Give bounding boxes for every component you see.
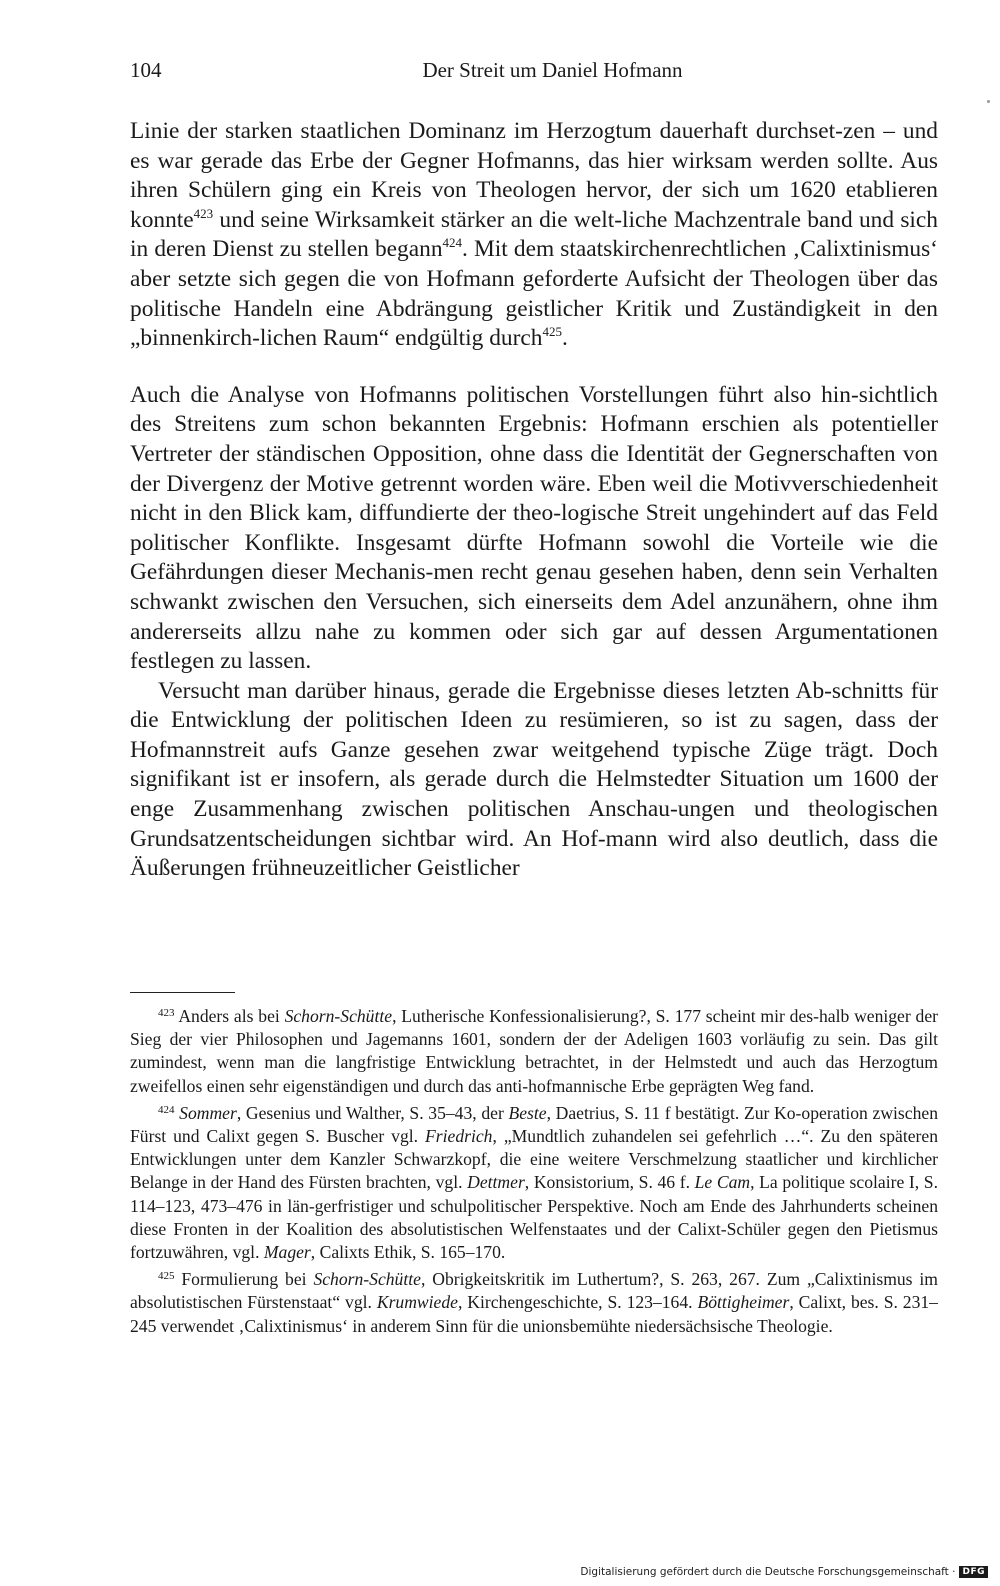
author-name: Mager (263, 1242, 311, 1263)
text-run: , Calixt, bes. S. 231–245 verwendet ‚Calixtinismus‘ in anderem Sinn für die unionsbemühte niedersächsische Theologie. (130, 1292, 938, 1336)
author-name: Krumwiede (376, 1292, 458, 1313)
footnote-424 (130, 1102, 938, 1264)
dfg-logo: DFG (959, 1566, 988, 1578)
page-header (130, 58, 935, 88)
footnote-rule (130, 992, 235, 993)
footnote-ref-424: 424 (442, 235, 463, 251)
footnote-number: 424 (158, 1103, 175, 1116)
author-name: Dettmer (467, 1172, 525, 1193)
paragraph-2: Auch die Analyse von Hofmanns politischen Vorstellungen führt also hin-sichtlich des Streitens zum schon bekannten Ergebnis: Hofmann erschien als potentieller Vertreter der ständischen Opposition, ohne dass die Identität der Gegnerschaften von der Divergenz der Motive getrennt worden wäre. Eben weil die Motivverschiedenheit nicht in den Blick kam, diffundierte der theo-logische Streit ungehindert auf das Feld politischer Konflikte. Insgesamt dürfte Hofmann sowohl die Vorteile wie die Gefährdungen dieser Mechanis-men recht genau gesehen haben, denn sein Verhalten schwankt zwischen den Versuchen, sich einerseits dem Adel anzunähern, ohne ihm andererseits allzu nahe zu kommen oder sich gar auf dessen Argumentationen festlegen zu lassen. (130, 381, 938, 675)
text-run: Linie der starken staatlichen Dominanz im Herzogtum dauerhaft durchset-zen – und es war gerade das Erbe der Gegner Hofmanns, das hier wirksam werden sollte. Aus ihren Schülern ging ein Kreis von Theologen hervor, der sich um 1620 etablieren konnte (130, 118, 938, 233)
footnote-number: 423 (158, 1007, 175, 1019)
margin-dot (987, 100, 990, 103)
footnotes (130, 1005, 938, 1342)
footnote-ref-425: 425 (542, 324, 562, 340)
author-name: Schorn-Schütte (284, 1006, 393, 1026)
text-run: Formulierung bei (174, 1269, 314, 1290)
author-name: Le Cam (694, 1172, 751, 1193)
text-run: , Konsistorium, S. 46 f. (524, 1172, 695, 1193)
page-number: 104 (130, 58, 162, 82)
text-run: , „Mundtlich zuhandelen sei gefehrlich …“. Zu den späteren Entwicklungen unter dem Kanzler Schwarzkopf, die eine weitere Verschmelzung staatlicher und kirchlicher Belange in der Hand des Fürsten brachten, vgl. (130, 1126, 938, 1193)
text-run: . Mit dem staatskirchenrechtlichen ‚Calixtinismus‘ aber setzte sich gegen die von Hofmann geforderte Aufsicht der Theologen über das politische Handeln eine Abdrängung geistlicher Kritik und Zuständigkeit in den „binnenkirch-lichen Raum“ endgültig durch (130, 236, 938, 352)
author-name: Schorn-Schütte (313, 1269, 421, 1290)
text-run: Anders als bei (174, 1006, 285, 1026)
author-name: Friedrich (425, 1126, 493, 1147)
paragraph-1 (130, 117, 938, 354)
author-name: Böttigheimer (697, 1292, 790, 1313)
footnote-ref-423: 423 (193, 205, 214, 221)
footnote-number: 425 (158, 1270, 175, 1283)
credit-text: Digitalisierung gefördert durch die Deutsche Forschungsgemeinschaft · (580, 1566, 956, 1578)
text-run: , Obrigkeitskritik im Luthertum?, S. 263, 267. Zum „Calixtinismus im absolutistischen Fürstenstaat“ vgl. (130, 1269, 938, 1313)
text-run: , Kirchengeschichte, S. 123–164. (457, 1292, 698, 1313)
author-name: Beste (508, 1102, 547, 1123)
footnote-423 (130, 1005, 938, 1098)
paragraph-3: Versucht man darüber hinaus, gerade die Ergebnisse dieses letzten Ab-schnitts für die Entwicklung der politischen Ideen zu resümieren, so ist zu sagen, dass der Hofmannstreit aufs Ganze gesehen zwar weitgehend typische Züge trägt. Doch signifikant ist er insofern, als gerade durch die Helmstedter Situation um 1600 der enge Zusammenhang zwischen politischen Anschau-ungen und theologischen Grundsatzentscheidungen sichtbar wird. An Hof-mann wird also deutlich, dass die Äußerungen frühneuzeitlicher Geistlicher (130, 677, 938, 882)
text-run: und seine Wirksamkeit stärker an die welt-liche Machzentrale band und sich in deren Dienst zu stellen begann (130, 206, 938, 263)
author-name: Sommer (179, 1102, 237, 1123)
text-run: , Lutherische Konfessionalisierung?, S. 177 scheint mir des-halb weniger der Sieg der vier Philosophen und Jagemanns 1601, sondern der der Adeligen 1603 vorläufig zu sein. Das gilt zumindest, wenn man die langfristige Entwicklung betrachtet, in der Helmstedt und auch das Herzogtum zweifellos einen sehr eigenständigen und durch das anti-hofmannische Erbe geprägten Weg fand. (130, 1006, 938, 1096)
footnote-425 (130, 1268, 938, 1338)
text-run: , Gesenius und Walther, S. 35–43, der (236, 1102, 509, 1123)
text-run: , Calixts Ethik, S. 165–170. (310, 1242, 506, 1263)
text-run: . (561, 325, 568, 352)
text-run: , Daetrius, S. 11 f bestätigt. Zur Ko-operation zwischen Fürst und Calixt gegen S. Buscher vgl. (130, 1102, 938, 1147)
digitization-credit (580, 1564, 988, 1580)
main-text (130, 117, 938, 884)
running-title: Der Streit um Daniel Hofmann (422, 58, 683, 82)
text-run: , La politique scolaire I, S. 114–123, 473–476 in län-gerfristiger und schulpolitischer Perspektive. Noch am Ende des Jahrhunderts scheinen diese Fronten in der Koalition des absolutistischen Welfenstaates und der Calixt-Schüler gegen den Pietismus fortzuwähren, vgl. (130, 1172, 938, 1263)
